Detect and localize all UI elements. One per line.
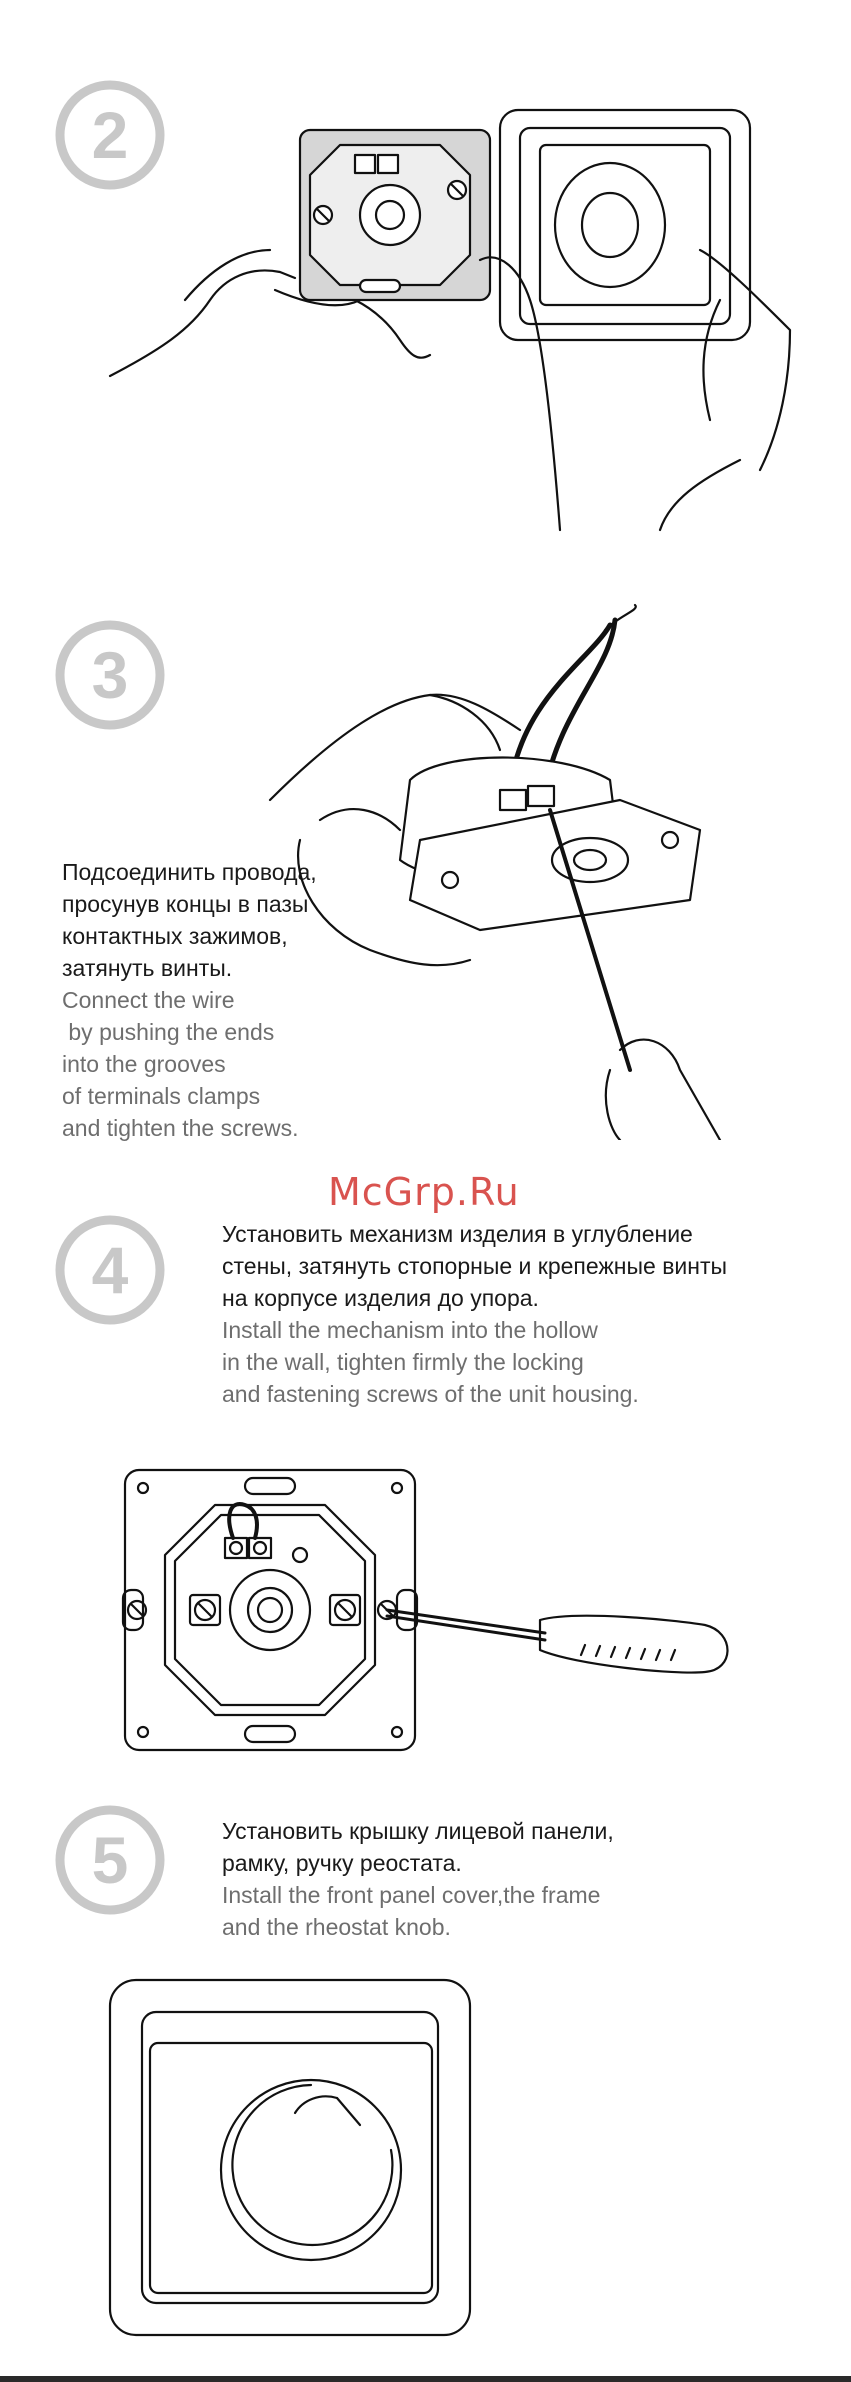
step-3-ru-line: просунув концы в пазы: [62, 891, 309, 917]
step-5-ru-line: рамку, ручку реостата.: [222, 1850, 462, 1876]
step-4-illustration: [115, 1460, 745, 1760]
step-4-instructions: [222, 1218, 727, 1410]
device-frame: [500, 110, 750, 340]
step-3-en-line: into the grooves: [62, 1051, 226, 1077]
step-3-en-line: Connect the wire: [62, 987, 235, 1013]
step-3-en-line: and tighten the screws.: [62, 1115, 299, 1141]
step-5-en-line: and the rheostat knob.: [222, 1914, 451, 1940]
mechanism-plate: [300, 130, 490, 300]
step-5-en-line: Install the front panel cover,the frame: [222, 1882, 601, 1908]
step-3-en-line: of terminals clamps: [62, 1083, 261, 1109]
step-3-ru-line: затянуть винты.: [62, 955, 233, 981]
step-5-illustration: [105, 1975, 475, 2340]
step-5-number-badge: [55, 1805, 165, 1915]
step-4-ru-line: на корпусе изделия до упора.: [222, 1285, 539, 1311]
step-4-en-line: Install the mechanism into the hollow: [222, 1317, 598, 1343]
step-3-illustration: [260, 600, 800, 1140]
svg-text:2: 2: [91, 98, 129, 172]
screwdriver: [387, 1610, 728, 1673]
step-3-ru-line: контактных зажимов,: [62, 923, 288, 949]
step-3-ru-line: Подсоединить провода,: [62, 859, 317, 885]
svg-text:4: 4: [91, 1233, 129, 1307]
step-2-illustration: [100, 100, 800, 540]
step-3-en-line: by pushing the ends: [62, 1019, 275, 1045]
watermark-text: McGrp.Ru: [328, 1170, 520, 1214]
svg-text:5: 5: [91, 1823, 129, 1897]
step-4-number-badge: [55, 1215, 165, 1325]
step-5-instructions: [222, 1815, 614, 1943]
mounting-plate: [123, 1470, 417, 1750]
step-4-en-line: and fastening screws of the unit housing.: [222, 1381, 639, 1407]
mechanism-body: [400, 758, 700, 931]
step-4-en-line: in the wall, tighten firmly the locking: [222, 1349, 584, 1375]
assembled-dimmer: [110, 1980, 470, 2335]
step-4-ru-line: стены, затянуть стопорные и крепежные винты: [222, 1253, 728, 1279]
step-4-ru-line: Установить механизм изделия в углубление: [222, 1221, 693, 1247]
bottom-divider: [0, 2376, 851, 2382]
step-3-number-badge: [55, 620, 165, 730]
svg-text:3: 3: [91, 638, 129, 712]
step-5-ru-line: Установить крышку лицевой панели,: [222, 1818, 614, 1844]
